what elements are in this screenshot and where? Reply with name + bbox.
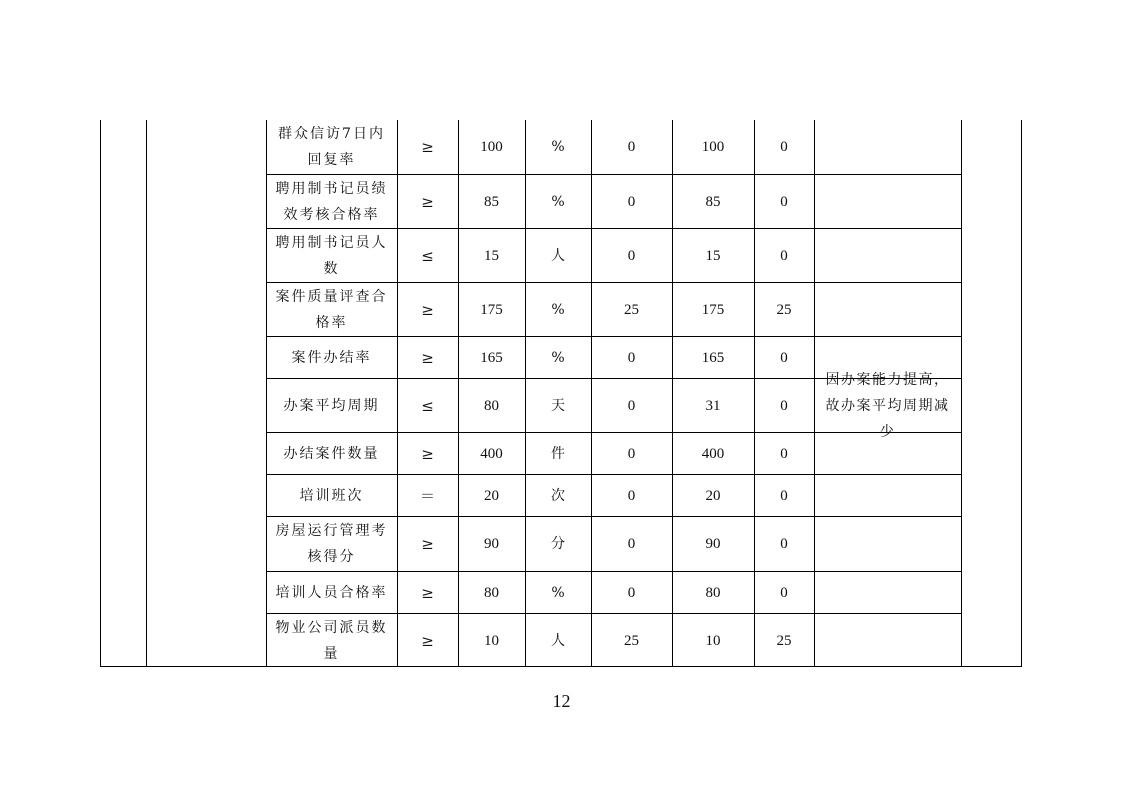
target-value: 90 — [484, 536, 499, 552]
indicator-name: 案件办结率 — [291, 349, 372, 366]
unit: % — [551, 584, 565, 601]
indicator-name: 培训人员合格率 — [275, 584, 388, 601]
table-row — [266, 175, 961, 229]
unit: 人 — [551, 247, 565, 264]
actual-value: 100 — [701, 139, 725, 155]
target-value: 165 — [480, 349, 503, 366]
actual-value: 175 — [701, 301, 725, 318]
target-value: 15 — [484, 247, 499, 264]
comparison-operator: ≤ — [421, 246, 434, 265]
note — [814, 283, 961, 336]
indicator-name: 聘用制书记员绩效考核合格率 — [275, 180, 388, 223]
indicator-name: 培训班次 — [299, 487, 364, 504]
comparison-operator: ≤ — [421, 396, 434, 415]
target-value: 10 — [484, 632, 499, 649]
weight-value: 0 — [627, 193, 636, 210]
target-value: 20 — [484, 487, 499, 504]
unit: % — [551, 301, 565, 318]
unit: 次 — [551, 487, 565, 504]
target-value: 400 — [480, 445, 503, 462]
weight-value: 25 — [624, 301, 639, 318]
unit: % — [551, 193, 565, 210]
score-value: 0 — [780, 445, 788, 462]
score-value: 0 — [780, 349, 788, 366]
note — [814, 572, 961, 613]
indicator-name: 办案平均周期 — [283, 397, 380, 414]
table-row — [266, 572, 961, 614]
comparison-operator: ＝ — [419, 486, 435, 505]
indicator-name: 群众信访7日内回复率 — [278, 126, 385, 168]
score-value: 0 — [780, 247, 788, 264]
indicator-name: 案件质量评查合格率 — [275, 288, 388, 331]
actual-value: 85 — [705, 193, 721, 210]
weight-value: 0 — [627, 349, 636, 366]
target-value: 85 — [484, 193, 499, 210]
comparison-operator: ≥ — [421, 138, 434, 156]
table-row — [266, 371, 961, 440]
table-row — [266, 614, 961, 667]
actual-value: 10 — [705, 632, 721, 649]
table-row — [266, 283, 961, 337]
table-row — [266, 475, 961, 517]
target-value: 175 — [480, 301, 503, 318]
table-row — [266, 229, 961, 283]
target-value: 80 — [484, 397, 499, 414]
comparison-operator: ≥ — [421, 444, 434, 463]
note — [814, 120, 961, 174]
score-value: 0 — [780, 536, 788, 552]
table-row — [266, 517, 961, 572]
weight-value: 0 — [627, 247, 636, 264]
note — [814, 229, 961, 282]
note — [814, 175, 961, 228]
score-value: 0 — [780, 397, 788, 414]
weight-value: 0 — [627, 487, 636, 504]
score-value: 0 — [780, 584, 788, 601]
target-value: 80 — [484, 584, 499, 601]
score-value: 25 — [776, 632, 792, 649]
actual-value: 400 — [701, 445, 725, 462]
actual-value: 20 — [705, 487, 721, 504]
comparison-operator: ≥ — [421, 300, 434, 319]
actual-value: 90 — [705, 536, 721, 552]
note — [814, 433, 961, 474]
actual-value: 31 — [705, 397, 721, 414]
column-divider — [961, 120, 962, 667]
comparison-operator: ≥ — [421, 348, 434, 367]
comparison-operator: ≥ — [421, 583, 434, 602]
unit: 天 — [551, 397, 565, 414]
note — [814, 475, 961, 516]
target-value: 100 — [480, 139, 503, 155]
comparison-operator: ≥ — [421, 535, 434, 553]
weight-value: 0 — [627, 536, 636, 552]
indicator-name: 物业公司派员数量 — [275, 619, 388, 662]
actual-value: 165 — [701, 349, 725, 366]
note — [814, 517, 961, 571]
unit: 分 — [551, 536, 565, 552]
actual-value: 80 — [705, 584, 721, 601]
comparison-operator: ≥ — [421, 192, 434, 211]
score-value: 0 — [780, 487, 788, 504]
unit: % — [551, 139, 565, 155]
weight-value: 0 — [627, 445, 636, 462]
score-value: 0 — [780, 139, 788, 155]
note: 因办案能力提高，故办案平均周期减少 — [825, 371, 950, 440]
weight-value: 0 — [627, 139, 636, 155]
comparison-operator: ≥ — [421, 631, 434, 650]
weight-value: 25 — [624, 632, 639, 649]
note — [814, 614, 961, 667]
indicator-name: 房屋运行管理考核得分 — [275, 523, 388, 565]
unit: 件 — [551, 445, 565, 462]
score-value: 0 — [780, 193, 788, 210]
weight-value: 0 — [627, 397, 636, 414]
indicator-name: 聘用制书记员人数 — [275, 234, 388, 277]
table-row — [266, 433, 961, 475]
indicator-name: 办结案件数量 — [283, 445, 380, 462]
weight-value: 0 — [627, 584, 636, 601]
page-number: 12 — [552, 691, 571, 711]
unit: % — [551, 349, 565, 366]
unit: 人 — [551, 632, 565, 649]
score-value: 25 — [776, 301, 792, 318]
column-divider — [146, 120, 147, 667]
actual-value: 15 — [705, 247, 721, 264]
table-row — [266, 120, 961, 175]
